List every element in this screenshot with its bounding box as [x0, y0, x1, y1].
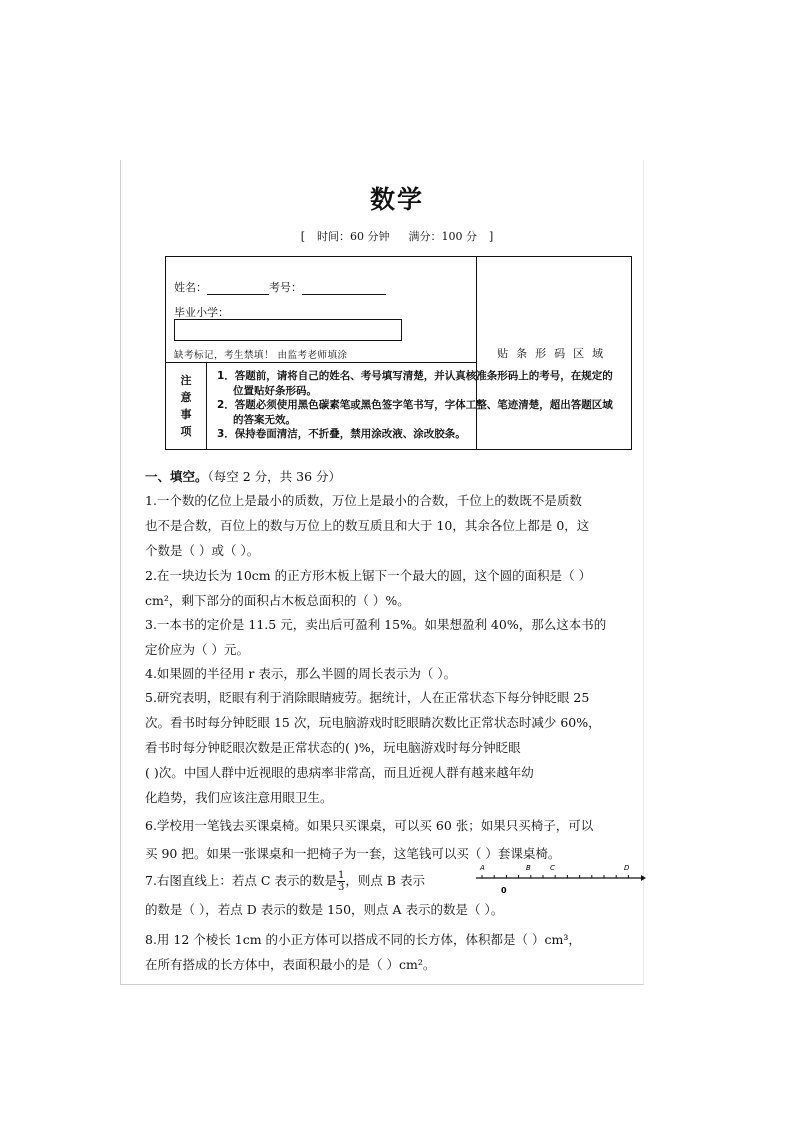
question-1: 1.一个数的亿位上是最小的质数，万位上是最小的合数，千位上的数既不是质数 也不是合数，百位上的数与万位上的数互质且和大于 10，其余各位上都是 0，这 个数是（ ）或（ ）。	[145, 493, 590, 558]
header-table	[165, 256, 632, 450]
label-zero: 0	[501, 886, 507, 895]
name-field[interactable]	[207, 284, 269, 295]
question-5: 5.研究表明，眨眼有利于消除眼睛疲劳。据统计，人在正常状态下每分钟眨眼 25 次。看书时每分钟眨眼 15 次，玩电脑游戏时眨眼睛次数比正常状态时减少 60%， 看书时每分钟眨眼次数是正常状态的( )%，玩电脑游戏时每分钟眨眼 ( )次。中国人群中近视眼的患病率非常高，而且近视人群有越来越年幼 化趋势，我们应该注意用眼卫生。	[145, 690, 601, 805]
section-title: 一、填空。（每空 2 分，共 36 分）	[145, 469, 342, 484]
notice-text	[207, 363, 632, 450]
question-6: 6.学校用一笔钱去买课桌椅。如果只买课桌，可以买 60 张；如果只买椅子，可以 买 90 把。如果一张课桌和一把椅子为一套，这笔钱可以买（ ）套课桌椅。	[145, 818, 594, 861]
question-8: 8.用 12 个棱长 1cm 的小正方体可以搭成不同的长方体，体积都是（ ）cm³， 在所有搭成的长方体中，表面积最小的是（ ）cm²。	[145, 932, 581, 972]
notice-item: 1．答题前，请将自己的姓名、考号填写清楚，并认真核准条形码上的考号，在规定的位置贴好条形码。	[217, 370, 613, 397]
notice-label: 注 意 事 项	[166, 363, 207, 450]
notice-item: 3．保持卷面清洁，不折叠，禁用涂改液、涂改胶条。	[217, 428, 466, 441]
question-4: 4.如果圆的半径用 r 表示，那么半圆的周长表示为（ ）。	[145, 666, 457, 681]
page-title: 数学	[369, 185, 424, 214]
barcode-area: 贴条形码区域	[477, 257, 632, 450]
school-field[interactable]	[174, 319, 402, 341]
number-line	[476, 860, 646, 900]
name-label: 姓名：	[174, 281, 207, 294]
time-limit: 时间：60 分钟	[317, 230, 390, 243]
label-a: A	[480, 864, 485, 872]
number-line-arrow	[641, 875, 646, 881]
fraction: $\frac{1}{3}$	[337, 870, 345, 893]
question-2: 2.在一块边长为 10cm 的正方形木板上锯下一个最大的圆，这个圆的面积是（ ） cm²，剩下部分的面积占木板总面积的（ ）%。	[145, 568, 592, 608]
question-3: 3.一本书的定价是 11.5 元，卖出后可盈利 15%。如果想盈利 40%，那么这本书的 定价应为（ ）元。	[145, 617, 607, 657]
label-d: D	[624, 864, 630, 872]
label-c: C	[550, 864, 555, 872]
exam-info: [ 时间：60 分钟 满分：100 分 ]	[300, 230, 494, 243]
notice-item: 2．答题必须使用黑色碳素笔或黑色签字笔书写，字体工整、笔迹清楚，超出答题区域的答案无效。	[217, 399, 613, 426]
full-score: 满分：100 分	[408, 230, 477, 243]
absent-note: 缺考标记，考生禁填！ 由监考老师填涂	[174, 350, 348, 361]
school-label: 毕业小学：	[174, 306, 229, 319]
id-field[interactable]	[302, 284, 386, 295]
label-b: B	[526, 864, 531, 872]
candidate-info-cell	[166, 257, 477, 363]
question-7: 7.右图直线上：若点 C 表示的数是 $\frac{1}{3}$ ，则点 B 表示 的数是（ ），若点 D 表示的数是 150，则点 A 表示的数是（ ）。	[145, 870, 504, 917]
id-label: 考号：	[269, 281, 302, 294]
